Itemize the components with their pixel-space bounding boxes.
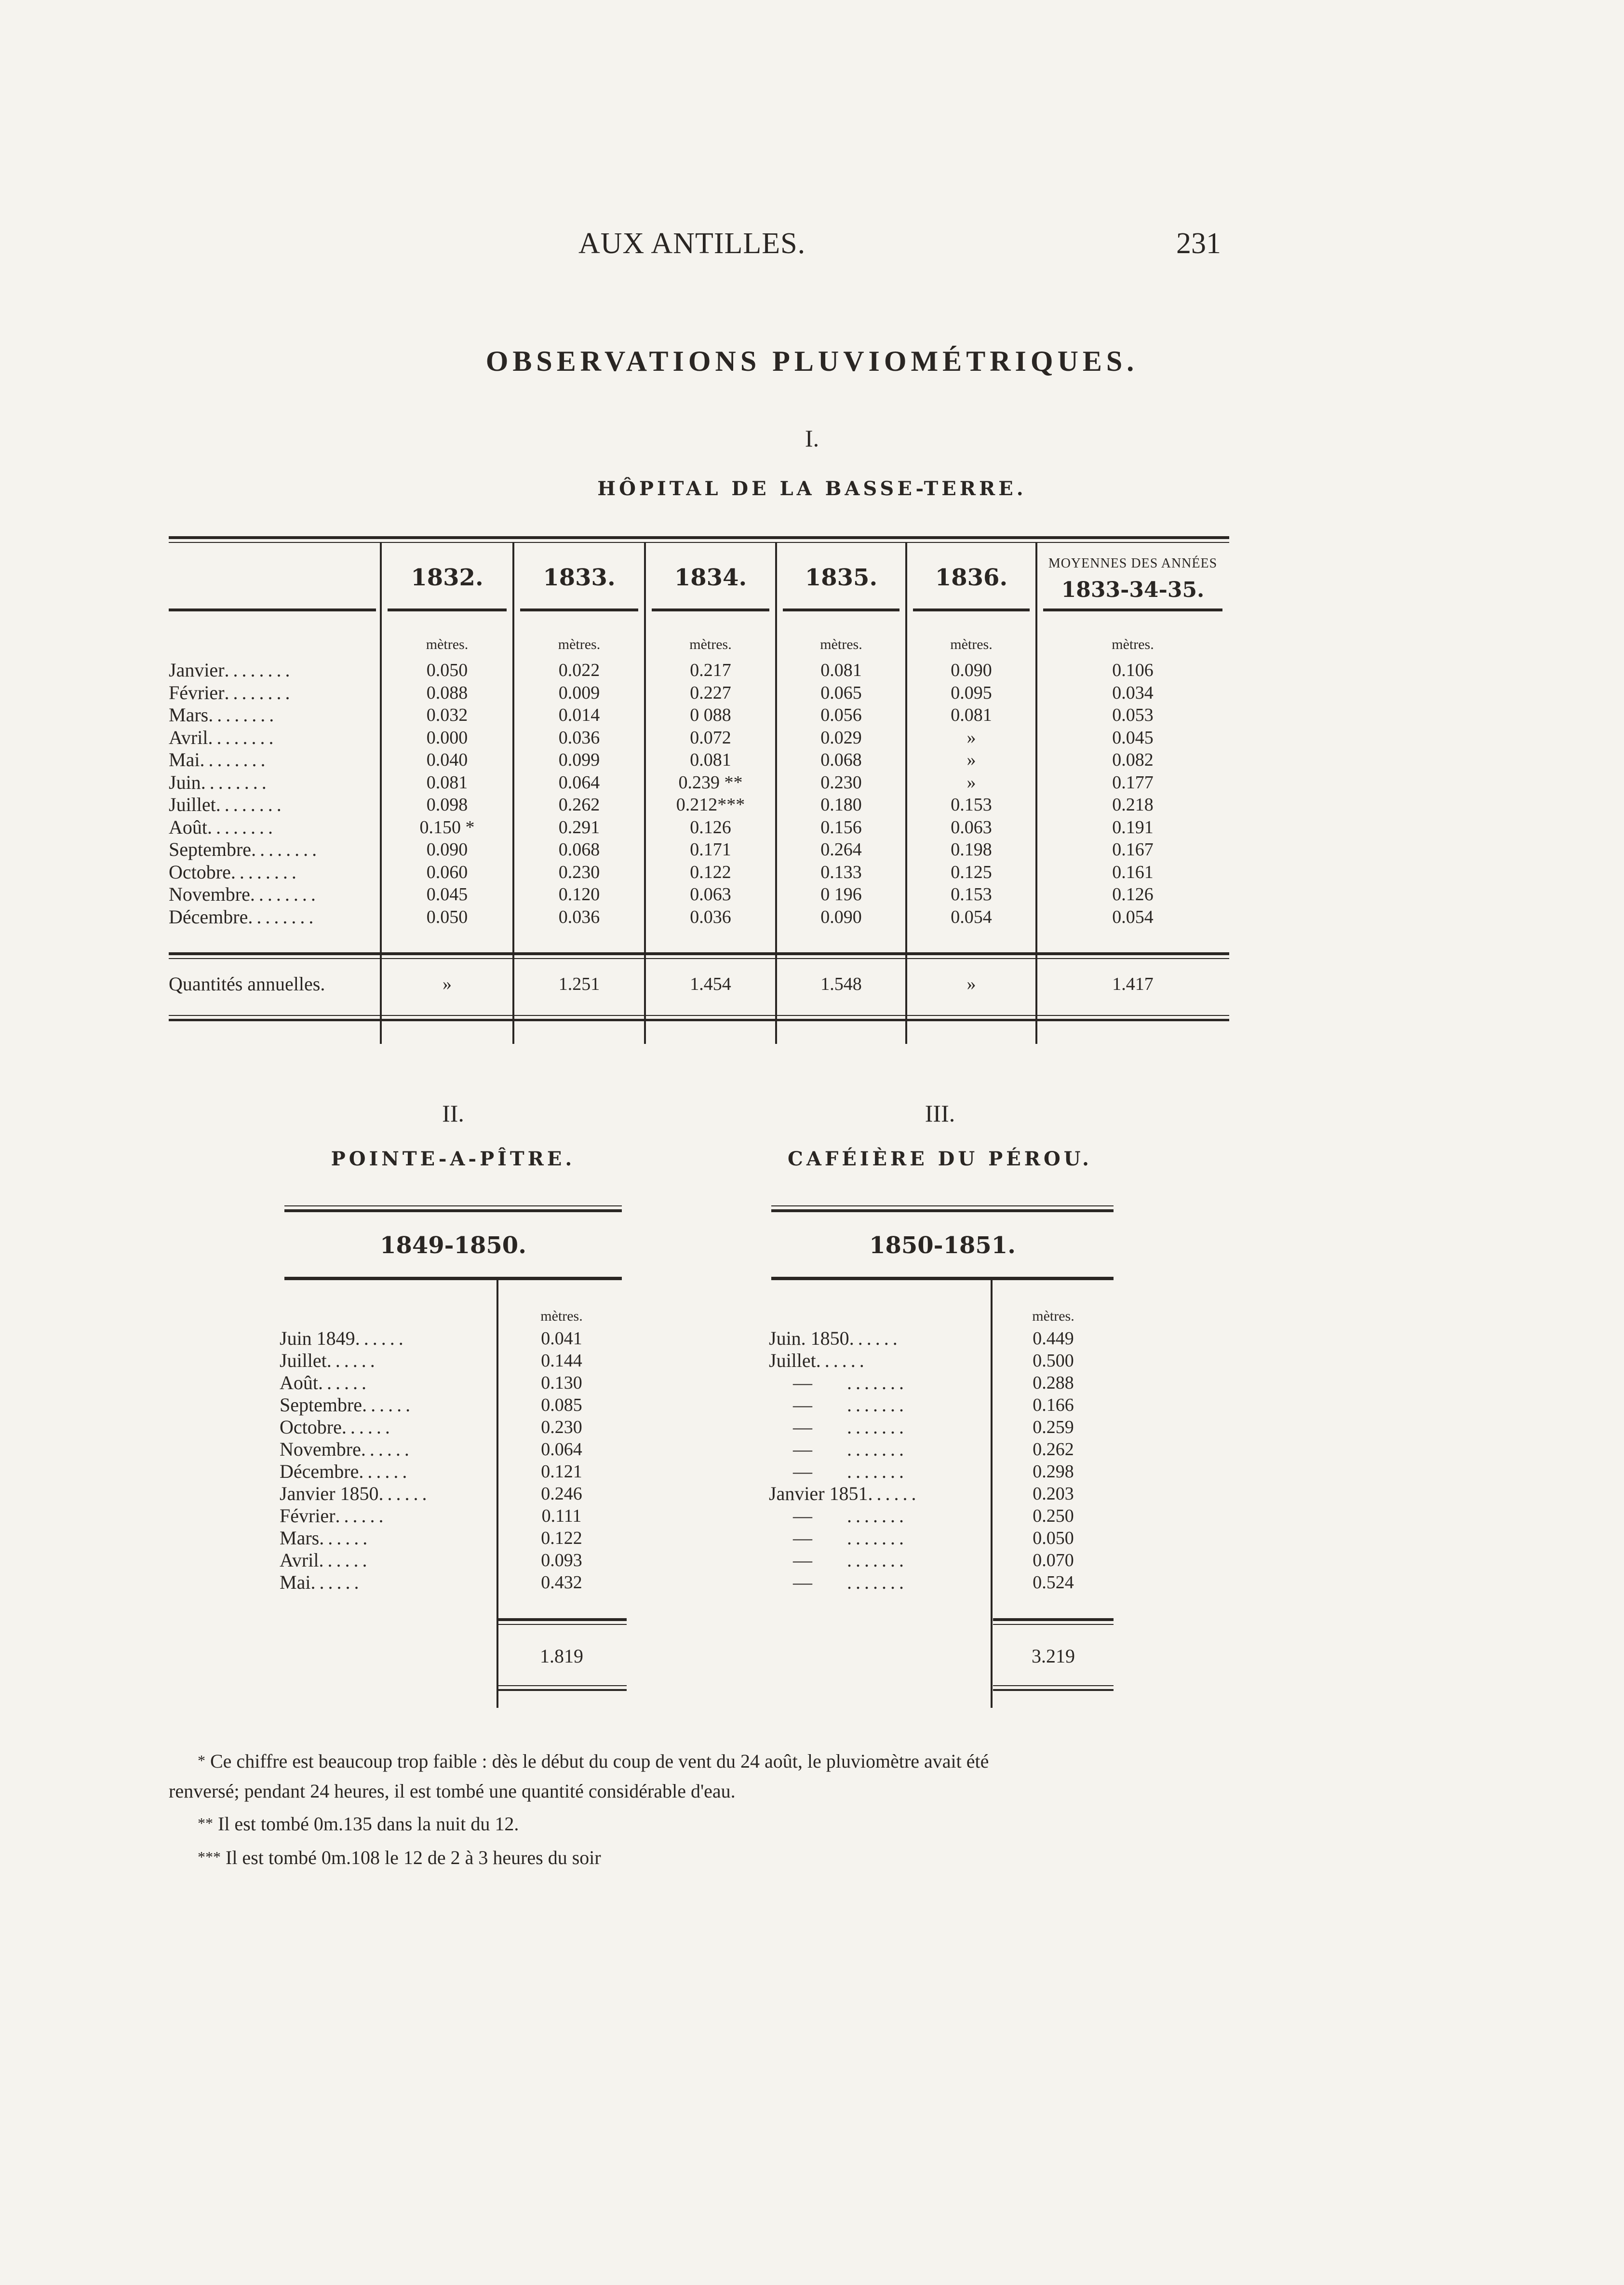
table3-cell: 0.262: [1033, 1439, 1074, 1460]
table2-cell: 0.130: [541, 1373, 582, 1393]
leader-dots: ........: [200, 749, 269, 771]
table2-row-label: [280, 1438, 492, 1460]
table1-cell: 0.099: [558, 750, 600, 770]
table3-cell: 0.500: [1033, 1351, 1074, 1371]
table2-row-label: [280, 1571, 492, 1594]
table1-row-label: [169, 906, 376, 928]
table1-cell: 0.029: [820, 727, 862, 748]
leader-dots: .......: [812, 1460, 908, 1482]
leader-dots: ........: [208, 704, 278, 726]
footnote-1-line1: Ce chiffre est beaucoup trop faible : dès le début du coup de vent du 24 août, le pluviomètre avait été: [210, 1750, 989, 1772]
table1-unit-label: mètres.: [426, 636, 469, 652]
leader-dots: ......: [335, 1505, 388, 1527]
table1-cell: 0.126: [690, 817, 731, 838]
table2-cell: 0.144: [541, 1351, 582, 1371]
table1-cell: 0.036: [558, 906, 600, 927]
month-name: Juin: [169, 771, 201, 793]
table1-row-label: [169, 861, 376, 883]
footnote-1: [169, 1745, 1253, 1806]
table1-row-label: [169, 682, 376, 704]
month-name: Décembre: [280, 1460, 359, 1482]
running-header-title: AUX ANTILLES.: [578, 227, 806, 260]
table2-cell: 0.122: [541, 1528, 582, 1548]
table1-section-title: HÔPITAL DE LA BASSE-TERRE.: [597, 477, 1027, 500]
table3-row-label: [769, 1549, 1005, 1571]
table2-unit-label: mètres.: [540, 1308, 583, 1324]
table1-cell: 0.167: [1112, 839, 1154, 860]
table1-cell: 0.150 *: [419, 817, 475, 838]
table1-cell: 0.050: [426, 660, 468, 680]
table1-cell: 0.082: [1112, 750, 1154, 770]
table1-cell: 0.218: [1112, 795, 1154, 815]
footnote-2-text: Il est tombé 0m.135 dans la nuit du 12.: [218, 1813, 519, 1835]
month-name: —: [793, 1416, 812, 1438]
footnote-1-mark: *: [198, 1752, 205, 1769]
leader-dots: ........: [230, 861, 300, 883]
month-name: Janvier 1850: [280, 1483, 379, 1504]
footnote-2-mark: **: [198, 1814, 213, 1832]
month-name: Avril: [280, 1549, 319, 1571]
month-name: Juin. 1850: [769, 1327, 849, 1349]
table1-cell: 0.064: [558, 772, 600, 793]
table2-row-label: [280, 1350, 492, 1372]
leader-dots: .......: [812, 1372, 908, 1393]
table2-cell: 0.246: [541, 1484, 582, 1504]
table2-row-label: [280, 1372, 492, 1394]
table2-cell: 0.432: [541, 1572, 582, 1593]
table3-total: 3.219: [1032, 1645, 1075, 1667]
table3-row-label: [769, 1350, 1005, 1372]
footnote-1-line2: renversé; pendant 24 heures, il est tombé une quantité considérable d'eau.: [169, 1780, 736, 1802]
table3-cell: 0.259: [1033, 1417, 1074, 1437]
table1-cell: 0.050: [426, 906, 468, 927]
table3-section-title: CAFÉIÈRE DU PÉROU.: [788, 1148, 1092, 1170]
table1-cell: 0.036: [558, 727, 600, 748]
table2-year: 1849-1850.: [380, 1232, 526, 1259]
table1-cell: 0.106: [1112, 660, 1154, 680]
month-name: Novembre: [169, 883, 250, 905]
table3-cell: 0.203: [1033, 1484, 1074, 1504]
table1-row-label: [169, 883, 376, 906]
leader-dots: .......: [812, 1549, 908, 1571]
table1-cell: 0.045: [1112, 727, 1154, 748]
month-name: Février: [280, 1505, 336, 1527]
table1-cell: »: [966, 772, 976, 793]
month-name: Février: [169, 681, 225, 703]
month-name: Septembre: [280, 1394, 362, 1416]
month-name: Juillet: [169, 794, 216, 815]
table1-total-label: [169, 973, 325, 995]
leader-dots: ......: [816, 1350, 868, 1371]
table1-header-rule: [1043, 608, 1222, 611]
table1-cell: 0.081: [690, 750, 731, 770]
month-name: Août: [169, 816, 207, 838]
leader-dots: ........: [224, 659, 294, 681]
table1-cell: 0.054: [951, 906, 992, 927]
table1-cell: 0 088: [690, 705, 731, 725]
table1-cell: 0.040: [426, 750, 468, 770]
leader-dots: .......: [812, 1394, 908, 1416]
table1-row-label: [169, 749, 376, 771]
main-title: OBSERVATIONS PLUVIOMÉTRIQUES.: [485, 345, 1139, 377]
table1-cell: 0.053: [1112, 705, 1154, 725]
leader-dots: ........: [208, 726, 278, 748]
table2-cell: 0.041: [541, 1328, 582, 1349]
table1-row-label: [169, 771, 376, 794]
table2-cell: 0.093: [541, 1550, 582, 1570]
table3-cell: 0.524: [1033, 1572, 1074, 1593]
table1-cell: 0.230: [820, 772, 862, 793]
table1-header-rule: [520, 608, 638, 611]
table1-unit-label: mètres.: [950, 636, 993, 652]
table1-year-header: 1836.: [935, 564, 1008, 591]
table1-cell: 0.009: [558, 682, 600, 703]
footnote-3-mark: ***: [198, 1848, 221, 1866]
table1-unit-label: mètres.: [820, 636, 862, 652]
table3-cell: 0.250: [1033, 1506, 1074, 1526]
table3-row-label: [769, 1460, 1005, 1483]
month-name: —: [793, 1571, 812, 1593]
table1-unit-label: mètres.: [1112, 636, 1154, 652]
leader-dots: ......: [310, 1571, 363, 1593]
leader-dots: ......: [355, 1327, 407, 1349]
table1-header-rule: [913, 608, 1030, 611]
table3-cell: 0.288: [1033, 1373, 1074, 1393]
footnote-2: [198, 1808, 519, 1839]
leader-dots: ........: [250, 883, 320, 905]
total-label-text: Quantités annuelles: [169, 973, 321, 995]
leader-dots: ........: [201, 771, 270, 793]
table1-cell: 0.090: [951, 660, 992, 680]
table1-cell: 0.045: [426, 884, 468, 905]
table1-cell: 0.014: [558, 705, 600, 725]
table1-cell: 0.227: [690, 682, 731, 703]
month-name: Décembre: [169, 906, 248, 928]
table1-total-cell: »: [443, 974, 452, 994]
month-name: Août: [280, 1372, 318, 1393]
table1-cell: 0.217: [690, 660, 731, 680]
table3-top-rule: [771, 1209, 1114, 1212]
leader-dots: .......: [812, 1438, 908, 1460]
leader-dots: ......: [319, 1549, 371, 1571]
leader-dots: ........: [224, 681, 294, 703]
table1-cell: 0.060: [426, 862, 468, 882]
month-name: Octobre: [280, 1416, 342, 1438]
leader-dots: ......: [849, 1327, 901, 1349]
page-number: 231: [1176, 227, 1221, 260]
table2-cell: 0.085: [541, 1395, 582, 1415]
table3-header-rule: [771, 1277, 1114, 1280]
table3-row-label: [769, 1483, 1005, 1505]
table1-cell: 0.126: [1112, 884, 1154, 905]
table3-cell: 0.298: [1033, 1461, 1074, 1482]
leader-dots: ......: [319, 1527, 372, 1549]
table2-row-label: [280, 1505, 492, 1527]
month-name: Juillet: [769, 1350, 816, 1371]
table1-cell: 0.068: [820, 750, 862, 770]
table2-top-rule-thin: [284, 1205, 622, 1206]
table2-row-label: [280, 1416, 492, 1438]
table1-cell: 0.291: [558, 817, 600, 838]
leader-dots: ......: [362, 1394, 415, 1416]
table3-cell: 0.449: [1033, 1328, 1074, 1349]
table2-row-label: [280, 1549, 492, 1571]
table1-cell: 0.177: [1112, 772, 1154, 793]
footnote-3-text: Il est tombé 0m.108 le 12 de 2 à 3 heures du soir: [226, 1847, 601, 1868]
month-name: Avril: [169, 726, 208, 748]
table1-cell: 0.212***: [676, 795, 745, 815]
table1-year-header: 1835.: [805, 564, 878, 591]
table2-row-label: [280, 1327, 492, 1350]
table3-cell: 0.070: [1033, 1550, 1074, 1570]
table1-cell: 0.122: [690, 862, 731, 882]
table2-total-rule-thin: [497, 1624, 627, 1625]
table1-total-cell: 1.454: [690, 974, 731, 994]
table1-average-header-line1: MOYENNES DES ANNÉES: [1048, 556, 1218, 571]
table3-section-number: III.: [925, 1100, 955, 1127]
table1-top-rule: [169, 536, 1229, 539]
month-name: Septembre: [169, 838, 252, 860]
month-name: —: [793, 1505, 812, 1527]
month-name: Octobre: [169, 861, 231, 883]
month-name: —: [793, 1438, 812, 1460]
table3-row-label: [769, 1327, 1005, 1350]
table1-year-header: 1832.: [411, 564, 483, 591]
table1-cell: 0.081: [951, 705, 992, 725]
table1-cell: 0.065: [820, 682, 862, 703]
leader-dots: ......: [341, 1416, 394, 1438]
table3-total-rule: [993, 1618, 1114, 1621]
table1-row-label: [169, 838, 376, 861]
table1-cell: 0.088: [426, 682, 468, 703]
leader-dots: .: [320, 973, 325, 995]
footnote-3: [198, 1842, 601, 1873]
table3-row-label: [769, 1438, 1005, 1460]
table2-total: 1.819: [540, 1645, 583, 1667]
table1-cell: 0.022: [558, 660, 600, 680]
table1-cell: 0.125: [951, 862, 992, 882]
month-name: —: [793, 1549, 812, 1571]
table1-cell: 0.072: [690, 727, 731, 748]
table2-top-rule: [284, 1209, 622, 1212]
leader-dots: .......: [812, 1416, 908, 1438]
table1-average-header-line2: 1833-34-35.: [1061, 578, 1205, 602]
table1-cell: 0.191: [1112, 817, 1154, 838]
leader-dots: ......: [318, 1372, 370, 1393]
month-name: —: [793, 1527, 812, 1549]
month-name: —: [793, 1372, 812, 1393]
table2-bottom-rule-thin: [497, 1685, 627, 1686]
table3-row-label: [769, 1571, 1005, 1594]
leader-dots: ........: [251, 838, 321, 860]
table1-cell: 0.032: [426, 705, 468, 725]
table2-cell: 0.111: [541, 1506, 582, 1526]
table1-header-rule: [388, 608, 507, 611]
table1-row-label: [169, 794, 376, 816]
table1-cell: 0.198: [951, 839, 992, 860]
table3-year: 1850-1851.: [869, 1232, 1016, 1259]
table1-row-label: [169, 704, 376, 726]
table2-cell: 0.230: [541, 1417, 582, 1437]
table1-section-number: I.: [805, 425, 819, 452]
table2-cell: 0.121: [541, 1461, 582, 1482]
table1-header-rule: [169, 608, 376, 611]
table2-section-number: II.: [442, 1100, 464, 1127]
month-name: Mai: [169, 749, 200, 771]
table1-cell: 0.264: [820, 839, 862, 860]
table1-cell: 0.156: [820, 817, 862, 838]
month-name: Juin 1849: [280, 1327, 355, 1349]
table1-total-cell: 1.251: [558, 974, 600, 994]
month-name: Janvier: [169, 659, 225, 681]
month-name: Janvier 1851: [769, 1483, 868, 1504]
table1-cell: 0.133: [820, 862, 862, 882]
table1-cell: 0.153: [951, 795, 992, 815]
leader-dots: .......: [812, 1527, 908, 1549]
table1-cell: 0.180: [820, 795, 862, 815]
table1-unit-label: mètres.: [689, 636, 732, 652]
table3-total-rule-thin: [993, 1624, 1114, 1625]
table1-unit-label: mètres.: [558, 636, 601, 652]
table1-cell: »: [966, 727, 976, 748]
month-name: —: [793, 1460, 812, 1482]
table3-row-label: [769, 1372, 1005, 1394]
table1-cell: »: [966, 750, 976, 770]
leader-dots: ......: [326, 1350, 379, 1371]
month-name: Juillet: [280, 1350, 327, 1371]
month-name: —: [793, 1394, 812, 1416]
table3-top-rule-thin: [771, 1205, 1114, 1206]
table1-total-rule: [169, 952, 1229, 955]
table1-cell: 0.081: [820, 660, 862, 680]
table1-cell: 0.081: [426, 772, 468, 793]
table1-cell: 0.120: [558, 884, 600, 905]
leader-dots: ........: [215, 794, 285, 815]
table1-cell: 0.063: [951, 817, 992, 838]
table1-cell: 0.161: [1112, 862, 1154, 882]
table1-row-label: [169, 727, 376, 749]
table3-bottom-rule: [993, 1689, 1114, 1691]
leader-dots: ......: [359, 1460, 411, 1482]
table1-cell: 0.095: [951, 682, 992, 703]
leader-dots: .......: [812, 1505, 908, 1527]
table1-cell: 0.262: [558, 795, 600, 815]
table1-cell: 0.056: [820, 705, 862, 725]
table1-row-label: [169, 659, 376, 681]
table1-total-cell: »: [966, 974, 976, 994]
table1-total-cell: 1.417: [1112, 974, 1154, 994]
table2-section-title: POINTE-A-PÎTRE.: [331, 1148, 576, 1170]
table1-cell: 0.239 **: [678, 772, 743, 793]
table3-cell: 0.166: [1033, 1395, 1074, 1415]
table3-row-label: [769, 1394, 1005, 1416]
leader-dots: ........: [207, 816, 277, 838]
table1-cell: 0.068: [558, 839, 600, 860]
month-name: Mars: [169, 704, 209, 726]
table3-cell: 0.050: [1033, 1528, 1074, 1548]
table1-cell: 0.153: [951, 884, 992, 905]
table1-year-header: 1834.: [674, 564, 747, 591]
month-name: Mai: [280, 1571, 311, 1593]
table3-bottom-rule-thin: [993, 1685, 1114, 1686]
table1-cell: 0.098: [426, 795, 468, 815]
table1-cell: 0.230: [558, 862, 600, 882]
leader-dots: ......: [361, 1438, 413, 1460]
table2-total-rule: [497, 1618, 627, 1621]
table1-cell: 0.036: [690, 906, 731, 927]
leader-dots: ......: [378, 1483, 431, 1504]
leader-dots: ......: [868, 1483, 920, 1504]
table2-row-label: [280, 1460, 492, 1483]
table1-total-cell: 1.548: [820, 974, 862, 994]
table1-row-label: [169, 816, 376, 838]
table3-unit-label: mètres.: [1032, 1308, 1074, 1324]
table2-header-rule: [284, 1277, 622, 1280]
table1-header-rule: [783, 608, 899, 611]
table2-row-label: [280, 1527, 492, 1549]
table2-row-label: [280, 1483, 492, 1505]
table2-row-label: [280, 1394, 492, 1416]
month-name: Mars: [280, 1527, 320, 1549]
table1-total-rule-thin: [169, 958, 1229, 959]
table2-cell: 0.064: [541, 1439, 582, 1460]
table3-row-label: [769, 1527, 1005, 1549]
month-name: Novembre: [280, 1438, 361, 1460]
table1-cell: 0.090: [820, 906, 862, 927]
table1-cell: 0 196: [820, 884, 862, 905]
table1-year-header: 1833.: [543, 564, 616, 591]
table3-row-label: [769, 1416, 1005, 1438]
table1-cell: 0.054: [1112, 906, 1154, 927]
table1-bottom-rule-thin: [169, 1015, 1229, 1016]
table2-bottom-rule: [497, 1689, 627, 1691]
table1-hopital-basse-terre: [0, 0, 1624, 1061]
table1-bottom-rule: [169, 1019, 1229, 1021]
table1-cell: 0.063: [690, 884, 731, 905]
table1-header-rule: [652, 608, 769, 611]
table1-cell: 0.034: [1112, 682, 1154, 703]
leader-dots: ........: [248, 906, 318, 928]
table1-cell: 0.171: [690, 839, 731, 860]
table1-cell: 0.090: [426, 839, 468, 860]
table1-cell: 0.000: [426, 727, 468, 748]
table3-row-label: [769, 1505, 1005, 1527]
table1-top-rule-thin: [169, 542, 1229, 543]
leader-dots: .......: [812, 1571, 908, 1593]
